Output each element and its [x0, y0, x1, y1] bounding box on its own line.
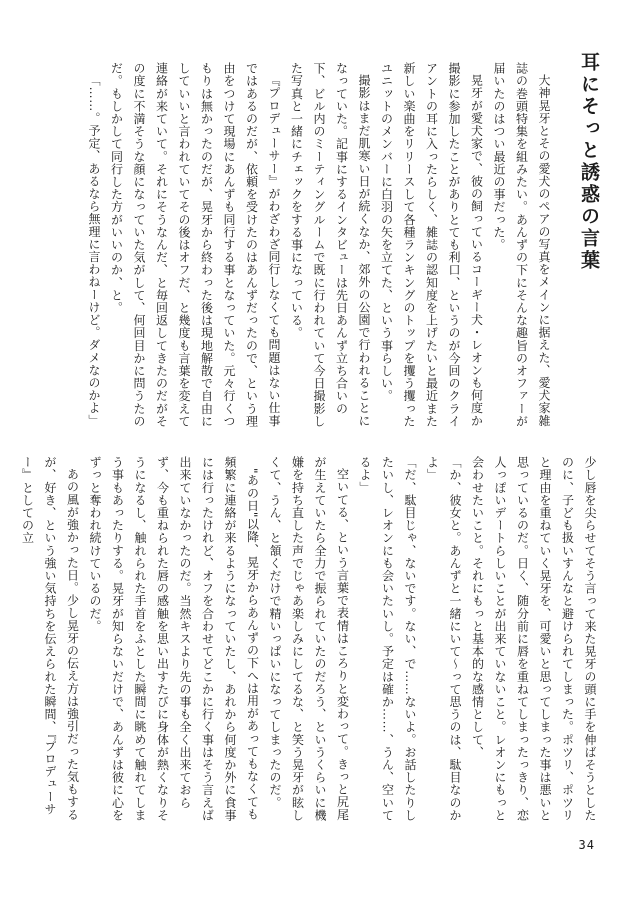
paragraph: 『プロデューサー』がわざわざ同行しなくても問題はない仕事ではあるのだが、依頼を受けたのはあんずだったので、という理由をつけて現場にあんずも同行する事となっていた。元々行くつもりは無かったのだが、晃牙から終わった後は現地解散で自由にしていいと言われていてその後はオフだ、と幾度も言葉を変えて連絡が来ていて。それにそうなんだ、と毎回返してきたのだがその度に不満そうな顔になっていた気がして、何回目かに問うたのだ。もしかして同行した方がいいのか、と。: [109, 62, 281, 428]
dialogue-line: 「だ、駄目じゃ、ないです。ない、で……ないよ。お話したりしたいし、レオンにも会いたいし。予定は確か……、うん、空いてるよ」: [358, 456, 417, 822]
paragraph: 空いてる、という言葉で表情はころりと変わって。きっと尻尾が生えていたら全力で振られていたのだろう、というくらいに機嫌を持ち直した声でじゃあ楽しみにしてるな、と笑う晃牙が眩しくて、うん、と頷くだけで精いっぱいになってしまったのだ。: [268, 456, 350, 822]
paragraph: 少し唇を尖らせてそう言って来た晃牙の頭に手を伸ばそうとしたのに、子ども扱いすんなと避けられてしまった。ポツリ、ポツリと理由を重ねていく晃牙を、可愛いと思ってしまった事は悪いと思っているのだ。日く、随分前に唇を重ねてしまったっきり、恋人っぽいデートらしいことが出来ていないこと。レオンにもっと会わせたいこと。それにもっと基本的な感情として、: [470, 456, 597, 822]
upper-text-block: [65, 62, 555, 432]
lower-text-block: [20, 456, 601, 826]
dialogue-line: 「か、彼女と。あんずと一緒にいて〜って思うのは、駄目なのかよ」: [425, 456, 462, 822]
paragraph: "あの日"以降、晃牙からあんずの下へは用があってもなくても頻繁に連絡が来るようになっていたし、あれから何度か外に食事には行ったけれど、オフを合わせてどこかに行く事はそう言えば出来ていなかったのだ。当然キスより先の事も全く出来ておらず、今も重ねられた唇の感触を思い出すたびに身体が熱くなりそうになるし、触れられた手首をふとした瞬間に眺めて触れてしまう事もあったりする。晃牙が知らないだけで、あんずは彼に心をずっと奪われ続けているのだ。: [88, 456, 260, 822]
paragraph: 「……。予定、あるなら無理に言わねーけど。ダメなのかよ」: [87, 74, 101, 427]
paragraph: 撮影はまだ肌寒い日が続くなか、郊外の公園で行われることになっていた。記事にするインタビューは先日あんず立ち合いの下、ビル内のミーティングルームで既に行われていて今日撮影した写真と一緒にチェックをする事になっている。: [289, 62, 371, 428]
paragraph: あの風が強かった日。少し晃牙の伝え方は強引だった気もするが、好き、という強い気持ちを伝えられた瞬間、『プロデューサー』としての立: [20, 456, 80, 821]
chapter-title: 耳にそっと誘惑の言葉: [578, 52, 600, 272]
paragraph: 晃牙が愛犬家で、彼の飼っているコーギー犬・レオンも何度か撮影に参加したことがありとても利口、というのが今回のクライアントの耳に入ったらしく、雑誌の認知度を上げたいと最近また新しい楽曲をリリースして各種ランキングのトップを攫う攫ったユニットのメンバーに白羽の矢を立てた、という事らしい。: [379, 62, 484, 428]
page-number: 34: [578, 838, 595, 852]
paragraph: 大神晃牙とその愛犬のペアの写真をメインに据えた、愛犬家雑誌の巻頭特集を組みたい。あんずの下にそんな趣旨のオファーが届いたのはつい最近の事だった。: [492, 62, 551, 428]
